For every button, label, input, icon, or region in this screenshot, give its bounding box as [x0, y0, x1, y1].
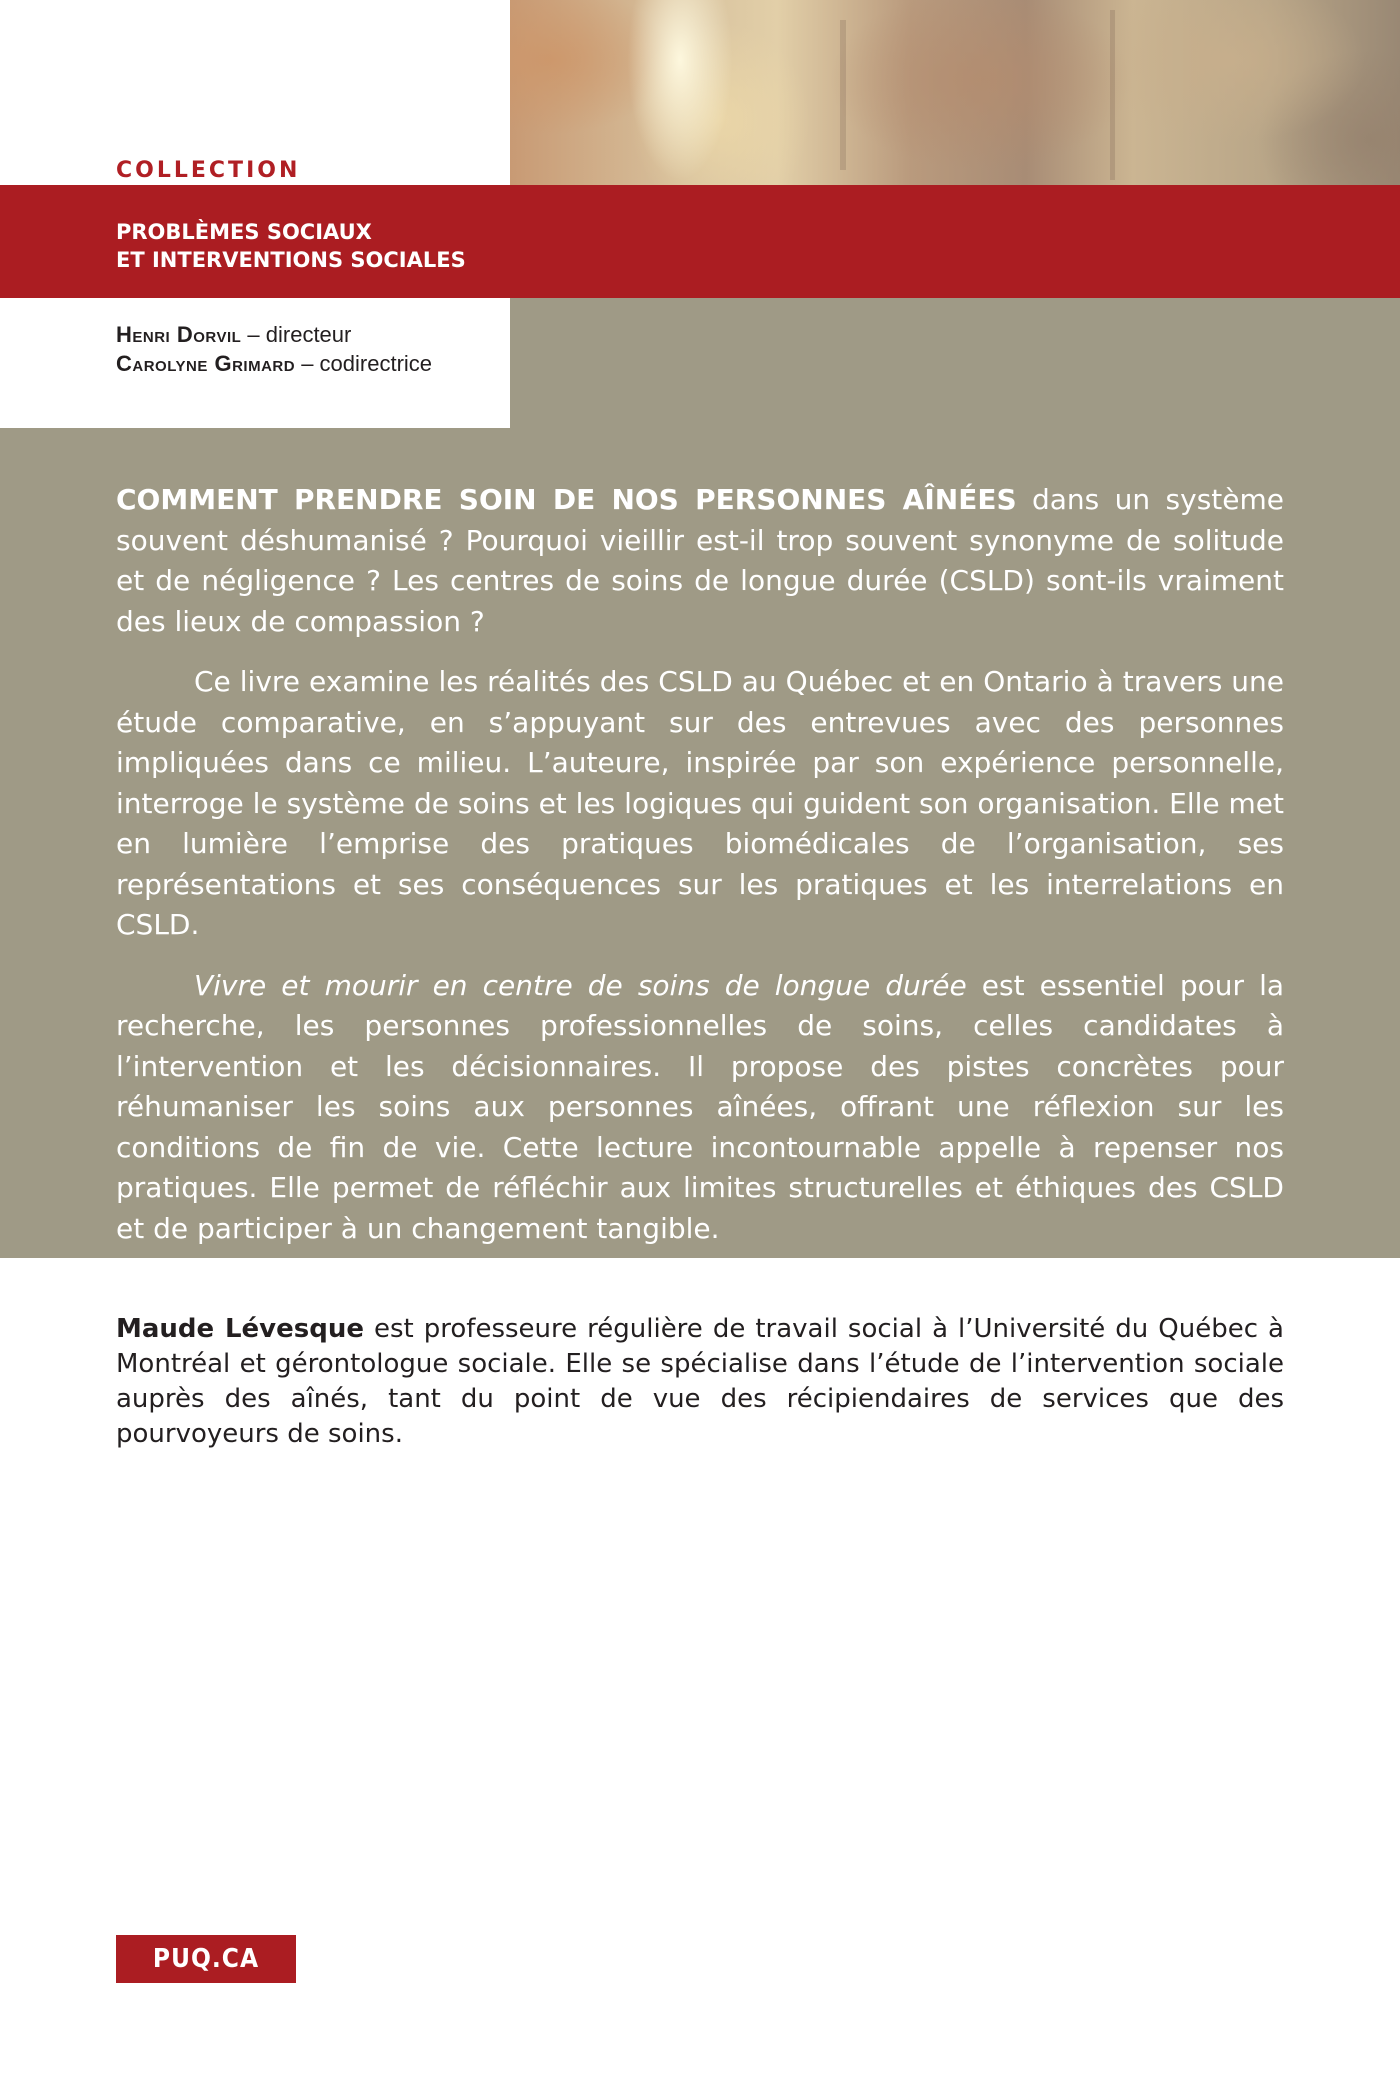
painting-brush-stroke [1110, 10, 1115, 180]
description-p1-text: dans un système souvent déshumanisé ? Pourquoi vieillir est-il trop souvent synonyme de solitude et de négligence ? Les centres de soins de longue durée (CSLD) sont-ils vraiment des lieux de compassion ? [116, 483, 1284, 638]
description-paragraph-1 [116, 480, 1284, 642]
description-paragraph-3 [116, 966, 1284, 1250]
author-bio [116, 1312, 1284, 1452]
editor-codirector [116, 351, 432, 377]
publisher-url: PUQ.CA [152, 1944, 260, 1974]
book-description [116, 480, 1284, 1269]
series-title-line-1: PROBLÈMES SOCIAUX [116, 220, 372, 244]
editor-role: – codirectrice [295, 351, 433, 376]
editor-role: – directeur [241, 322, 352, 347]
cover-painting-image [510, 0, 1400, 185]
editor-name: Carolyne Grimard [116, 351, 296, 376]
author-name: Maude Lévesque [116, 1314, 364, 1344]
series-title-line-2: ET INTERVENTIONS SOCIALES [116, 248, 466, 272]
description-lead: COMMENT PRENDRE SOIN DE NOS PERSONNES AÎNÉES [116, 483, 1017, 516]
publisher-badge[interactable] [116, 1935, 296, 1983]
author-bio-text: est professeure régulière de travail social à l’Université du Québec à Montréal et gérontologue sociale. Elle se spécialise dans l’étude de l’intervention sociale auprès des aînés, tant du point de vue des récipiendaires de services que des pourvoyeurs de soins. [116, 1314, 1284, 1449]
description-p3-text: est essentiel pour la recherche, les personnes professionnelles de soins, celles candidates à l’intervention et les décisionnaires. Il propose des pistes concrètes pour réhumaniser les soins aux personnes aînées, offrant une réflexion sur les conditions de fin de vie. Cette lecture incontournable appelle à repenser nos pratiques. Elle permet de réfléchir aux limites structurelles et éthiques des CSLD et de participer à un changement tangible. [116, 968, 1285, 1245]
description-paragraph-2: Ce livre examine les réalités des CSLD au Québec et en Ontario à travers une étude comparative, en s’appuyant sur des entrevues avec des personnes impliquées dans ce milieu. L’auteure, inspirée par son expérience personnelle, interroge le système de soins et les logiques qui guident son organisation. Elle met en lumière l’emprise des pratiques biomédicales de l’organisation, ses représentations et ses conséquences sur les pratiques et les interrelations en CSLD. [116, 665, 1285, 941]
painting-brush-stroke [840, 20, 846, 170]
editor-name: Henri Dorvil [116, 322, 242, 347]
series-title [116, 218, 466, 274]
book-title-italic: Vivre et mourir en centre de soins de longue durée [194, 968, 967, 1002]
collection-label: COLLECTION [116, 158, 301, 183]
editors-right-panel [510, 298, 1400, 428]
editor-director [116, 322, 351, 348]
